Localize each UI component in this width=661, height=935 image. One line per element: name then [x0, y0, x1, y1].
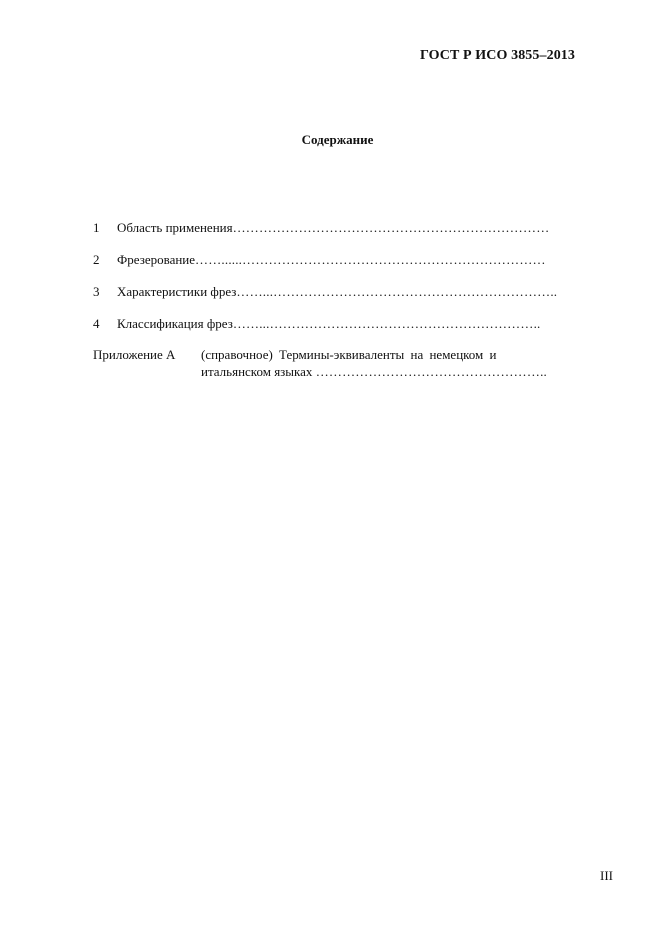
toc-item-label: Характеристики фрез — [117, 284, 237, 299]
toc-item[interactable] — [93, 220, 563, 236]
appendix-title-line1: (справочное) Термины-эквиваленты на немецком и — [201, 347, 497, 362]
toc-item-leader: ……………………………………………………………… — [232, 220, 550, 235]
toc-item-number: 1 — [93, 220, 100, 235]
toc-item[interactable] — [93, 284, 563, 300]
toc-item-leader: ……......…………………………………………………………… — [195, 252, 546, 267]
toc-item-label: Область применения — [117, 220, 233, 235]
page-title: Содержание — [301, 132, 374, 147]
toc-item[interactable] — [93, 252, 563, 268]
toc-item-label: Классификация фрез — [117, 316, 233, 331]
toc-item-leader: ……...…………………………………………………….. — [232, 316, 541, 331]
appendix-title-line2 — [201, 363, 573, 380]
appendix-leader: …………………………………………….. — [315, 364, 547, 379]
document-code: ГОСТ Р ИСО 3855–2013 — [419, 48, 575, 63]
toc-item-number: 4 — [93, 316, 100, 331]
appendix-title-line2-text: итальянском языках — [201, 364, 313, 379]
toc-item-leader: ……...……………………………………………………….. — [236, 284, 558, 299]
toc-item[interactable] — [93, 316, 563, 332]
appendix-title — [201, 346, 573, 380]
page-number: III — [600, 868, 613, 883]
appendix-label: Приложение А — [93, 347, 176, 362]
toc-item-number: 2 — [93, 252, 100, 267]
toc-item-label: Фрезерование — [117, 252, 196, 267]
toc-item-number: 3 — [93, 284, 100, 299]
